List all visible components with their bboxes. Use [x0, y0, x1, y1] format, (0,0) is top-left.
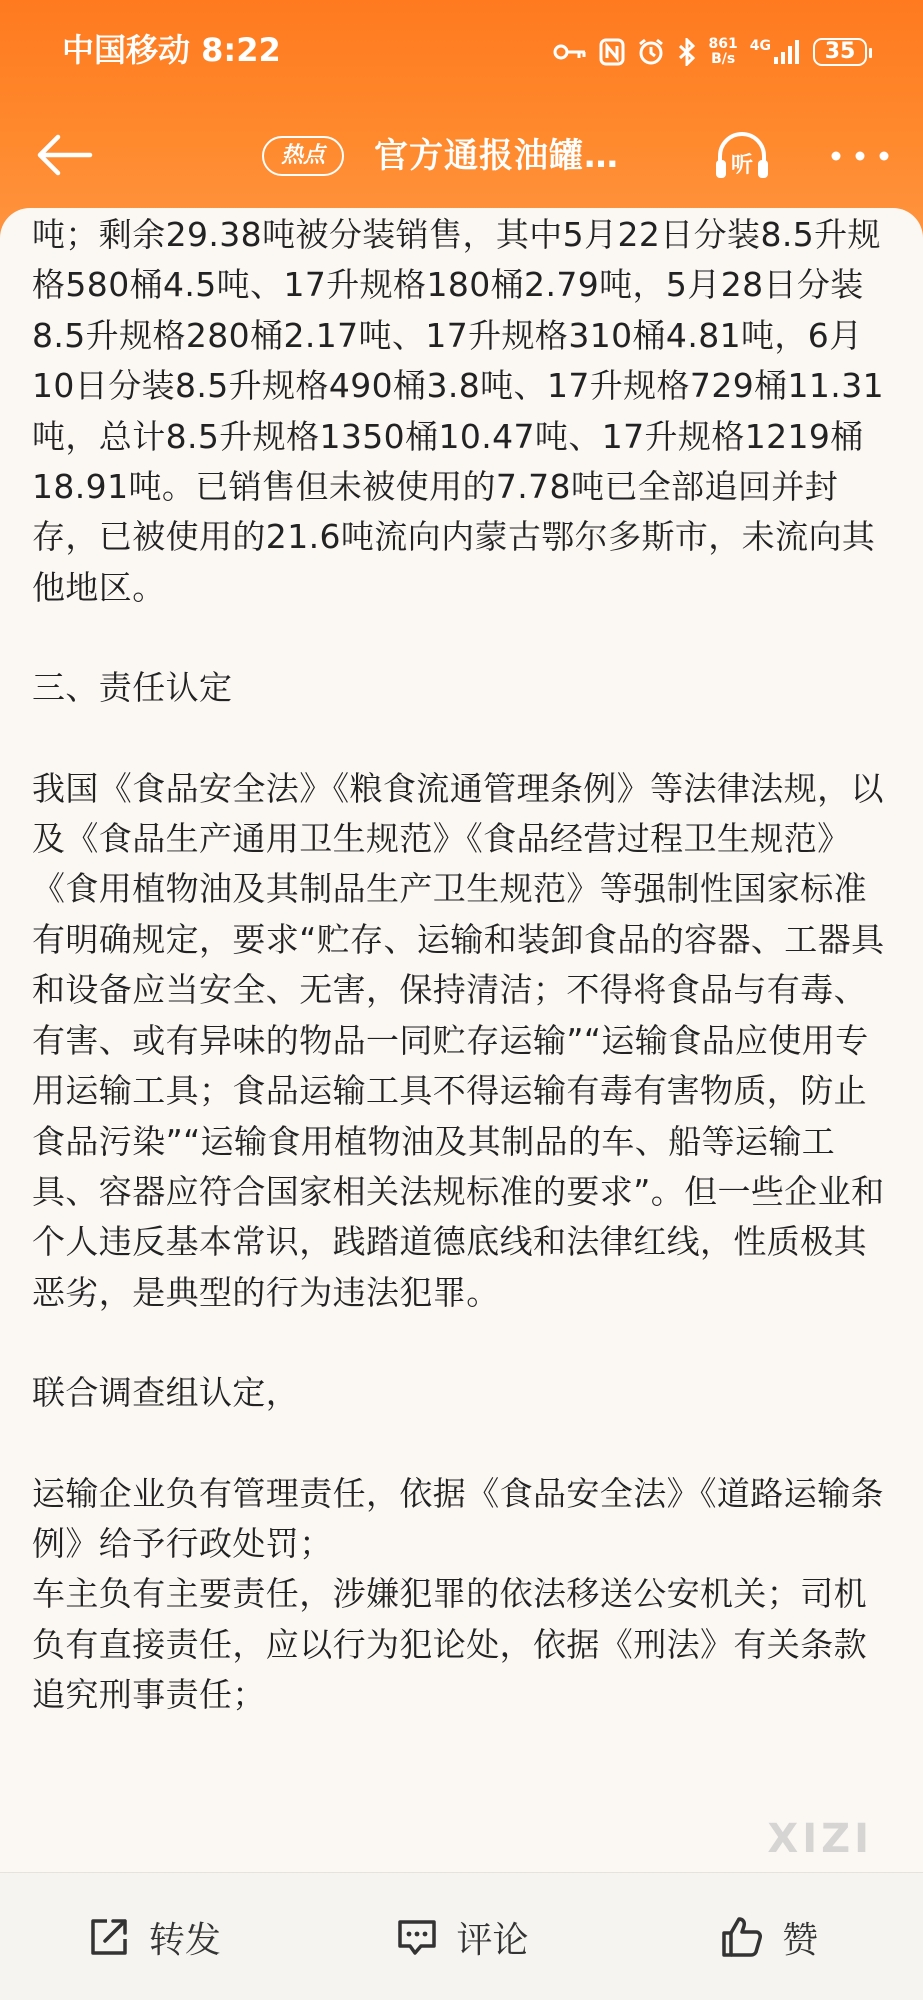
share-label: 转发 [148, 1919, 221, 1961]
signal-icon [773, 39, 801, 65]
like-label: 赞 [782, 1919, 819, 1961]
bluetooth-icon [677, 38, 697, 66]
hot-badge[interactable]: 热点 [262, 136, 344, 176]
status-bar [0, 0, 923, 100]
key-icon [553, 41, 587, 63]
back-arrow-icon[interactable] [34, 132, 94, 178]
listen-button[interactable] [712, 128, 772, 188]
share-button[interactable] [0, 1897, 308, 1977]
status-icons [553, 30, 867, 74]
article-paragraph: 车主负有主要责任，涉嫌犯罪的依法移送公安机关；司机负有直接责任，应以行为犯论处，依据《刑法》有关条款追究刑事责任； [32, 1574, 867, 1715]
thumbs-up-icon [720, 1915, 764, 1959]
headphones-icon [712, 128, 772, 188]
article-body [32, 210, 892, 1721]
article-paragraph: 我国《食品安全法》《粮食流通管理条例》等法律法规，以及《食品生产通用卫生规范》《食品经营过程卫生规范》《食用植物油及其制品生产卫生规范》等强制性国家标准有明确规定，要求“贮存、运输和装卸食品的容器、工器具和设备应当安全、无害，保持清洁；不得将食品与有毒、有害、或有异味的物品一同贮存运输”“运输食品应使用专用运输工具；食品运输工具不得运输有毒有害物质，防止食品污染”“运输食用植物油及其制品的车、船等运输工具、容器应符合国家相关法规标准的要求”。但一些企业和个人违反基本常识，践踏道德底线和法律红线，性质极其恶劣，是典型的行为违法犯罪。 [32, 768, 885, 1312]
bottom-action-bar [0, 1872, 923, 2000]
comment-icon [395, 1915, 439, 1959]
network-type: 4G [749, 38, 771, 54]
share-icon [87, 1915, 131, 1959]
article-paragraph: 联合调查组认定， [32, 1373, 300, 1413]
watermark: XIZI [767, 1816, 873, 1862]
comment-button[interactable] [308, 1897, 616, 1977]
page-title: 官方通报油罐… [374, 136, 619, 176]
listen-label: 听 [730, 153, 754, 178]
nfc-icon [599, 38, 625, 66]
like-button[interactable] [615, 1897, 923, 1977]
article-paragraph: 运输企业负有管理责任，依据《食品安全法》《道路运输条例》给予行政处罚； [32, 1473, 884, 1563]
battery-indicator: 35 [813, 38, 867, 66]
comment-label: 评论 [456, 1919, 529, 1961]
alarm-icon [637, 38, 665, 66]
section-heading: 三、责任认定 [32, 668, 233, 708]
nav-bar [0, 110, 923, 200]
speed-unit: B/s [711, 51, 736, 67]
speed-value: 861 [708, 36, 738, 52]
carrier-time: 中国移动 8:22 [62, 31, 281, 69]
more-dots-icon[interactable] [830, 150, 890, 162]
article-paragraph: 吨；剩余29.38吨被分装销售，其中5月22日分装8.5升规格580桶4.5吨、17升规格180桶2.79吨，5月28日分装8.5升规格280桶2.17吨、17升规格310桶4.81吨，6月10日分装8.5升规格490桶3.8吨、17升规格729桶11.31吨，总计8.5升规格1350桶10.47吨、17升规格1219桶18.91吨。已销售但未被使用的7.78吨已全部追回并封存，已被使用的21.6吨流向内蒙古鄂尔多斯市，未流向其他地区。 [32, 215, 884, 607]
